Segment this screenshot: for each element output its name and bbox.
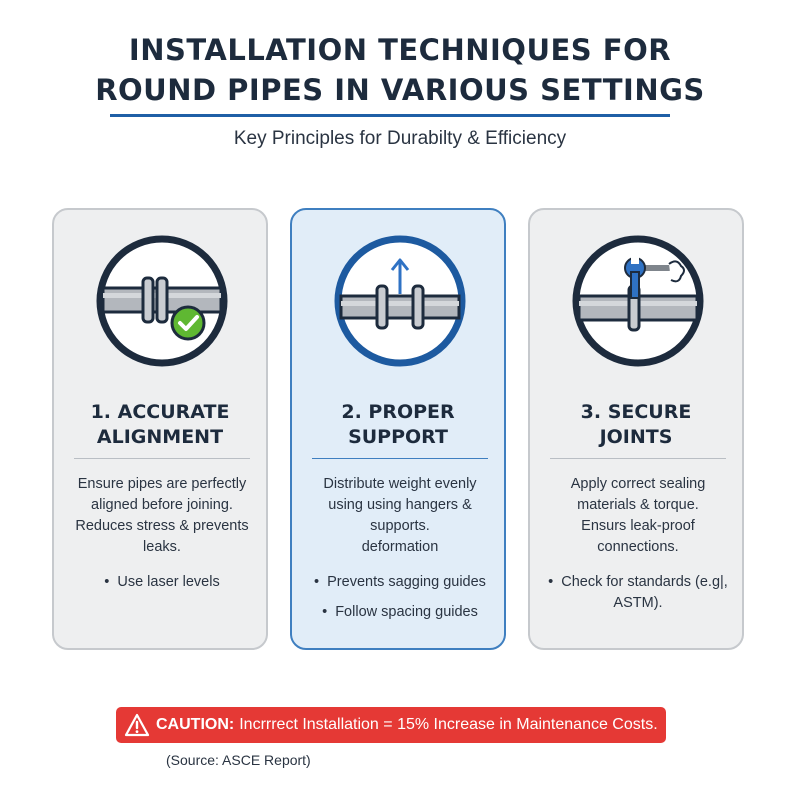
card-bullet-list: [300, 572, 500, 632]
pipe-joint-wrench-icon: [571, 234, 705, 368]
header: [0, 30, 800, 110]
card-description-line: Ensure pipes are perfectly: [77, 476, 247, 492]
title-line-1: INSTALLATION TECHNIQUES FOR: [128, 33, 672, 67]
pipe-support-arrow-icon: [333, 234, 467, 368]
bullet-item: • Follow spacing guides: [300, 602, 500, 623]
card-description-line: materials & torque.: [577, 497, 699, 513]
source-citation: (Source: ASCE Report): [166, 752, 311, 768]
bullet-item: • Check for standards (e.g|, ASTM).: [538, 572, 738, 614]
page-title: [0, 30, 800, 110]
caution-text: Incrrrect Installation = 15% Increase in Maintenance Costs.: [239, 716, 658, 733]
card-title-line-1: 1. ACCURATE: [90, 401, 230, 423]
card-title: [292, 400, 504, 450]
card-bullet-list: [62, 572, 262, 602]
bullet-item: • Use laser levels: [62, 572, 262, 593]
card-description-line: Apply correct sealing: [570, 476, 706, 492]
card-description-line: connections.: [597, 539, 679, 555]
card-secure-joints: [528, 208, 744, 650]
card-description-line: using using hangers &: [328, 497, 472, 513]
card-title-line-2: JOINTS: [599, 426, 673, 448]
title-line-2: ROUND PIPES IN VARIOUS SETTINGS: [95, 73, 705, 107]
card-description-line: Reduces stress & prevents: [75, 518, 249, 534]
card-description: [300, 474, 500, 558]
card-title-line-2: ALIGNMENT: [96, 426, 224, 448]
card-description: [62, 474, 262, 558]
card-description-line: Distribute weight evenly: [323, 476, 477, 492]
card-title-line-1: 3. SECURE: [580, 401, 692, 423]
card-description-line: Ensurs leak-proof: [581, 518, 695, 534]
card-divider: [74, 458, 250, 459]
card-title-line-1: 2. PROPER: [341, 401, 455, 423]
title-underline: [110, 114, 670, 117]
card-bullet-list: [538, 572, 738, 623]
warning-triangle-icon: [124, 713, 150, 737]
caution-label: CAUTION:: [156, 716, 235, 733]
pipe-alignment-check-icon: [95, 234, 229, 368]
bullet-item: • Prevents sagging guides: [300, 572, 500, 593]
card-proper-support: [290, 208, 506, 650]
card-description: [538, 474, 738, 558]
card-divider: [550, 458, 726, 459]
card-divider: [312, 458, 488, 459]
card-description-line: supports.: [370, 518, 430, 534]
subtitle: Key Principles for Durabilty & Efficiency: [233, 128, 567, 149]
card-title: [54, 400, 266, 450]
card-accurate-alignment: [52, 208, 268, 650]
card-description-line: deformation: [361, 539, 439, 555]
caution-banner: [116, 707, 666, 743]
card-title-line-2: SUPPORT: [348, 426, 448, 448]
card-description-line: leaks.: [143, 539, 181, 555]
card-title: [530, 400, 742, 450]
card-description-line: aligned before joining.: [91, 497, 233, 513]
